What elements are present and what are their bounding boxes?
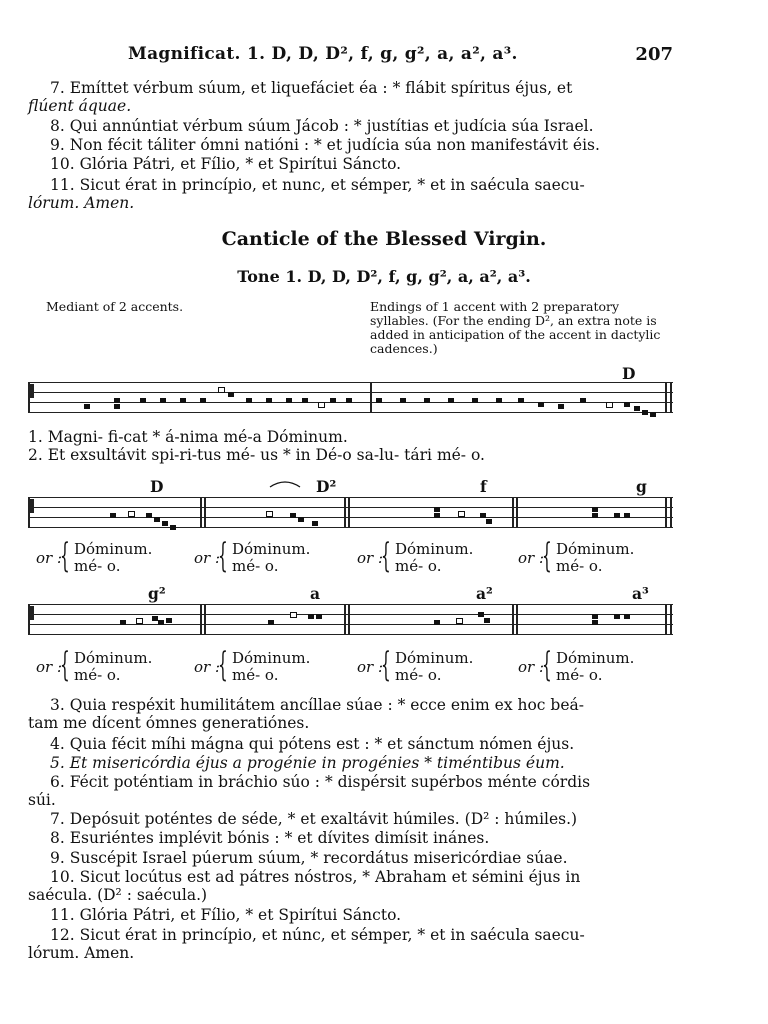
staff-2 bbox=[28, 497, 673, 537]
brace: { bbox=[381, 536, 391, 576]
brace: { bbox=[542, 645, 552, 685]
lyric-line-2: 2. Et exsultávit spi-ri-tus mé- us * in Dé-o sa-lu- tári mé- o. bbox=[28, 446, 485, 464]
alt-or: or : bbox=[357, 658, 384, 676]
verse-9: 9. Non fécit táliter ómni natióni : * et judícia súa non manifestávit éis. bbox=[50, 136, 600, 154]
alt-ending-2 bbox=[194, 536, 344, 577]
alt-ending-6 bbox=[194, 645, 344, 686]
alt-word1: Dóminum. bbox=[232, 649, 311, 667]
alt-or: or : bbox=[194, 549, 221, 567]
verse-7-line2: flúent áquae. bbox=[28, 97, 132, 115]
staff2-label-d2: D² bbox=[316, 477, 337, 496]
staff3-label-a3: a³ bbox=[632, 584, 649, 603]
alt-word2: mé- o. bbox=[395, 666, 442, 684]
alt-or: or : bbox=[518, 549, 545, 567]
verse-7b: 7. Depósuit poténtes de séde, * et exaltávit húmiles. (D² : húmiles.) bbox=[50, 810, 578, 828]
verse-6-line2: súi. bbox=[28, 791, 56, 809]
alt-word2: mé- o. bbox=[74, 557, 121, 575]
alt-or: or : bbox=[194, 658, 221, 676]
alt-or: or : bbox=[36, 549, 63, 567]
verse-10b-line2: saécula. (D² : saécula.) bbox=[28, 886, 208, 904]
brace: { bbox=[218, 536, 228, 576]
staff3-label-g2: g² bbox=[148, 584, 166, 603]
alt-ending-3 bbox=[357, 536, 507, 577]
verse-9b: 9. Suscépit Israel púerum súum, * recordátus misericórdiae súae. bbox=[50, 849, 568, 867]
staff-3 bbox=[28, 604, 673, 644]
alt-word2: mé- o. bbox=[556, 557, 603, 575]
alt-word1: Dóminum. bbox=[556, 649, 635, 667]
alt-ending-1 bbox=[36, 536, 186, 577]
brace: { bbox=[218, 645, 228, 685]
verse-5: 5. Et misericórdia éjus a progénie in progénies * timéntibus éum. bbox=[50, 754, 565, 772]
verse-6-line1: 6. Fécit poténtiam in bráchio súo : * dispérsit supérbos ménte córdis bbox=[50, 773, 591, 791]
verse-4: 4. Quia fécit míhi mágna qui pótens est : * et sánctum nómen éjus. bbox=[50, 735, 575, 753]
alt-or: or : bbox=[357, 549, 384, 567]
alt-ending-4 bbox=[518, 536, 668, 577]
alt-word2: mé- o. bbox=[74, 666, 121, 684]
alt-or: or : bbox=[36, 658, 63, 676]
alt-word1: Dóminum. bbox=[74, 649, 153, 667]
staff1-ending-label: D bbox=[622, 364, 636, 383]
verse-11b: 11. Glória Pátri, et Fílio, * et Spirítui Sáncto. bbox=[50, 906, 402, 924]
verse-11-line2: lórum. Amen. bbox=[28, 194, 135, 212]
alt-word1: Dóminum. bbox=[395, 649, 474, 667]
brace: { bbox=[60, 645, 70, 685]
verse-10: 10. Glória Pátri, et Fílio, * et Spirítui Sáncto. bbox=[50, 155, 402, 173]
header-title: Magnificat. 1. D, D, D², f, g, g², a, a², a³. bbox=[128, 44, 518, 64]
alt-word2: mé- o. bbox=[232, 666, 279, 684]
verse-12-line1: 12. Sicut érat in princípio, et núnc, et sémper, * et in saécula saecu- bbox=[50, 926, 585, 944]
staff2-label-d: D bbox=[150, 477, 164, 496]
staff3-label-a2: a² bbox=[476, 584, 493, 603]
accent-arc bbox=[268, 479, 302, 489]
verse-3-line1: 3. Quia respéxit humilitátem ancíllae súae : * ecce enim ex hoc beá- bbox=[50, 696, 584, 714]
alt-ending-8 bbox=[518, 645, 668, 686]
brace: { bbox=[60, 536, 70, 576]
alt-word2: mé- o. bbox=[395, 557, 442, 575]
verse-10b-line1: 10. Sicut locútus est ad pátres nóstros, * Abraham et sémini éjus in bbox=[50, 868, 581, 886]
brace: { bbox=[381, 645, 391, 685]
staff2-label-f: f bbox=[480, 477, 487, 496]
verse-7-line1: 7. Emíttet vérbum súum, et liquefáciet éa : * flábit spíritus éjus, et bbox=[50, 79, 573, 97]
staff3-label-a: a bbox=[310, 584, 321, 603]
verse-8b: 8. Esuriéntes implévit bónis : * et dívites dimísit inánes. bbox=[50, 829, 490, 847]
endings-note: Endings of 1 accent with 2 preparatory syllables. (For the ending D², an extra note is added in anticipation of the accent in dactylic cadences.) bbox=[370, 299, 661, 356]
staff-1 bbox=[28, 382, 673, 422]
alt-word1: Dóminum. bbox=[395, 540, 474, 558]
mediant-label: Mediant of 2 accents. bbox=[46, 299, 184, 314]
alt-word1: Dóminum. bbox=[232, 540, 311, 558]
alt-word1: Dóminum. bbox=[74, 540, 153, 558]
canticle-title: Canticle of the Blessed Virgin. bbox=[221, 228, 547, 250]
lyric-line-1: 1. Magni- fi-cat * á-nima mé-a Dóminum. bbox=[28, 428, 348, 446]
verse-8: 8. Qui annúntiat vérbum súum Jácob : * justítias et judícia súa Israel. bbox=[50, 117, 594, 135]
tone-line: Tone 1. D, D, D², f, g, g², a, a², a³. bbox=[237, 267, 531, 286]
alt-ending-7 bbox=[357, 645, 507, 686]
staff2-label-g: g bbox=[636, 477, 647, 496]
alt-or: or : bbox=[518, 658, 545, 676]
alt-word2: mé- o. bbox=[556, 666, 603, 684]
running-header bbox=[128, 44, 673, 72]
verse-12-line2: lórum. Amen. bbox=[28, 944, 135, 962]
verse-3-line2: tam me dícent ómnes generatiónes. bbox=[28, 714, 310, 732]
brace: { bbox=[542, 536, 552, 576]
alt-ending-5 bbox=[36, 645, 186, 686]
page-number: 207 bbox=[635, 44, 673, 65]
verse-11-line1: 11. Sicut érat in princípio, et nunc, et sémper, * et in saécula saecu- bbox=[50, 176, 585, 194]
alt-word1: Dóminum. bbox=[556, 540, 635, 558]
alt-word2: mé- o. bbox=[232, 557, 279, 575]
